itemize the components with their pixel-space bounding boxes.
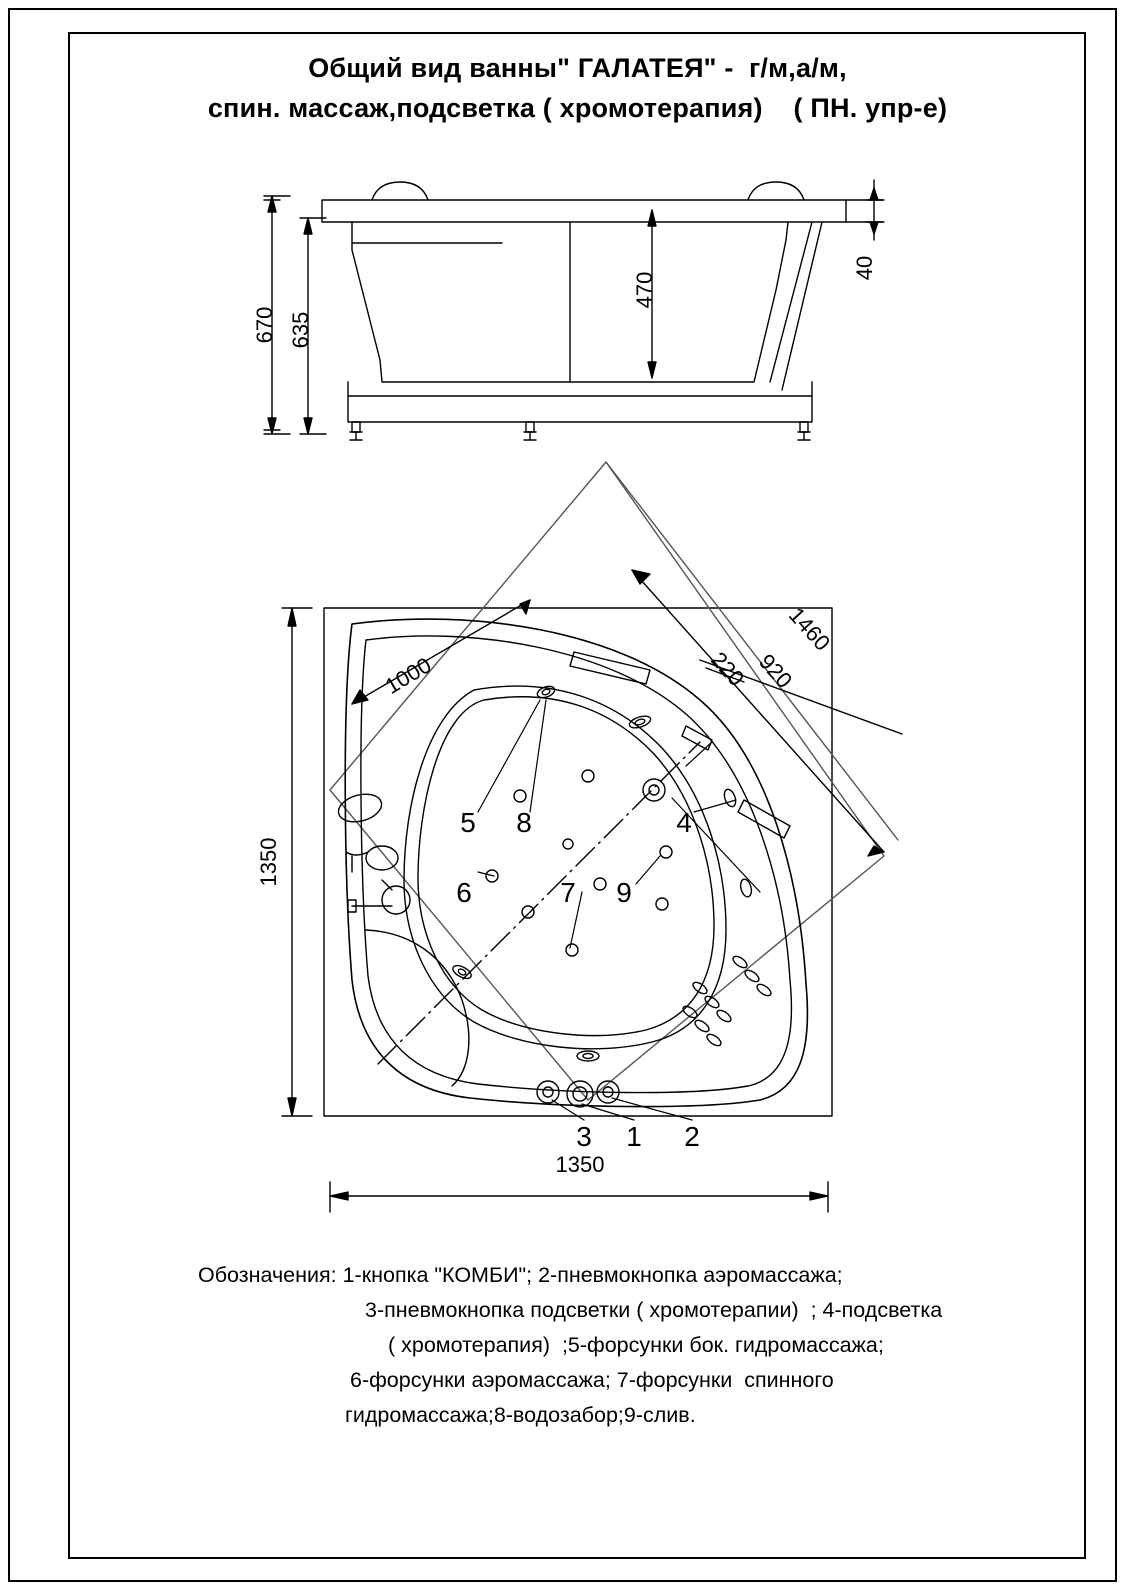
legend-line-1: Обозначения: 1-кнопка "КОМБИ"; 2-пневмокнопка аэромассажа; — [198, 1263, 843, 1287]
plan-leader-lines — [478, 700, 760, 1120]
callout-1: 1 — [626, 1121, 642, 1152]
label-635: 635 — [288, 311, 313, 349]
label-220: 220 — [705, 646, 750, 691]
dim-1460-line — [632, 570, 884, 852]
label-1350-vertical: 1350 — [256, 837, 281, 887]
plan-bowl-inner — [418, 697, 714, 1036]
legend — [150, 1258, 1050, 1433]
side-view-basin-left — [352, 222, 570, 382]
side-view-legs — [350, 422, 810, 440]
callout-3: 3 — [576, 1121, 592, 1152]
side-view-basin-right — [570, 222, 788, 382]
title-line-2: спин. массаж,подсветка ( хромотерапия) ( ПН. упр-е) — [207, 93, 948, 123]
label-1460: 1460 — [783, 602, 836, 656]
callout-2: 2 — [684, 1121, 700, 1152]
dim-1000-line — [352, 600, 530, 704]
legend-line-5: гидромассажа;8-водозабор;9-слив. — [345, 1403, 696, 1427]
label-670: 670 — [252, 306, 277, 344]
side-view-headrest-right — [748, 182, 804, 200]
side-view-frame — [348, 382, 812, 422]
label-1000: 1000 — [380, 652, 436, 699]
plan-bowl-outline — [404, 686, 726, 1049]
side-view-group — [264, 180, 884, 440]
callout-8: 8 — [516, 807, 532, 838]
legend-line-3: ( хромотерапия) ;5-форсунки бок. гидромассажа; — [388, 1333, 884, 1357]
side-view-headrest-left — [372, 182, 428, 200]
title-line-1: Общий вид ванны" ГАЛАТЕЯ" - г/м,а/м, — [308, 53, 847, 83]
callout-9: 9 — [616, 877, 632, 908]
legend-line-2: 3-пневмокнопка подсветки ( хромотерапии) ; 4-подсветка — [365, 1298, 943, 1322]
side-view-panel-slope-2 — [782, 222, 822, 390]
plan-light-strip-top — [570, 652, 650, 684]
callout-5: 5 — [460, 807, 476, 838]
label-920: 920 — [753, 648, 798, 693]
label-470: 470 — [632, 271, 657, 309]
side-view-panel-slope — [770, 222, 812, 382]
plan-tub-outline — [345, 619, 807, 1107]
callout-6: 6 — [456, 877, 472, 908]
plan-view-group — [282, 462, 902, 1212]
label-1350-horizontal: 1350 — [555, 1152, 605, 1177]
callout-7: 7 — [560, 877, 576, 908]
legend-line-4: 6-форсунки аэромассажа; 7-форсунки спинного — [350, 1368, 834, 1392]
plan-light-strip-right — [738, 800, 790, 838]
label-40: 40 — [852, 255, 877, 281]
side-view-rim — [322, 200, 846, 222]
plan-center-axis — [378, 742, 700, 1064]
plan-rotated-box — [330, 462, 884, 1100]
plan-back-jets — [681, 954, 773, 1048]
callout-4: 4 — [676, 807, 692, 838]
